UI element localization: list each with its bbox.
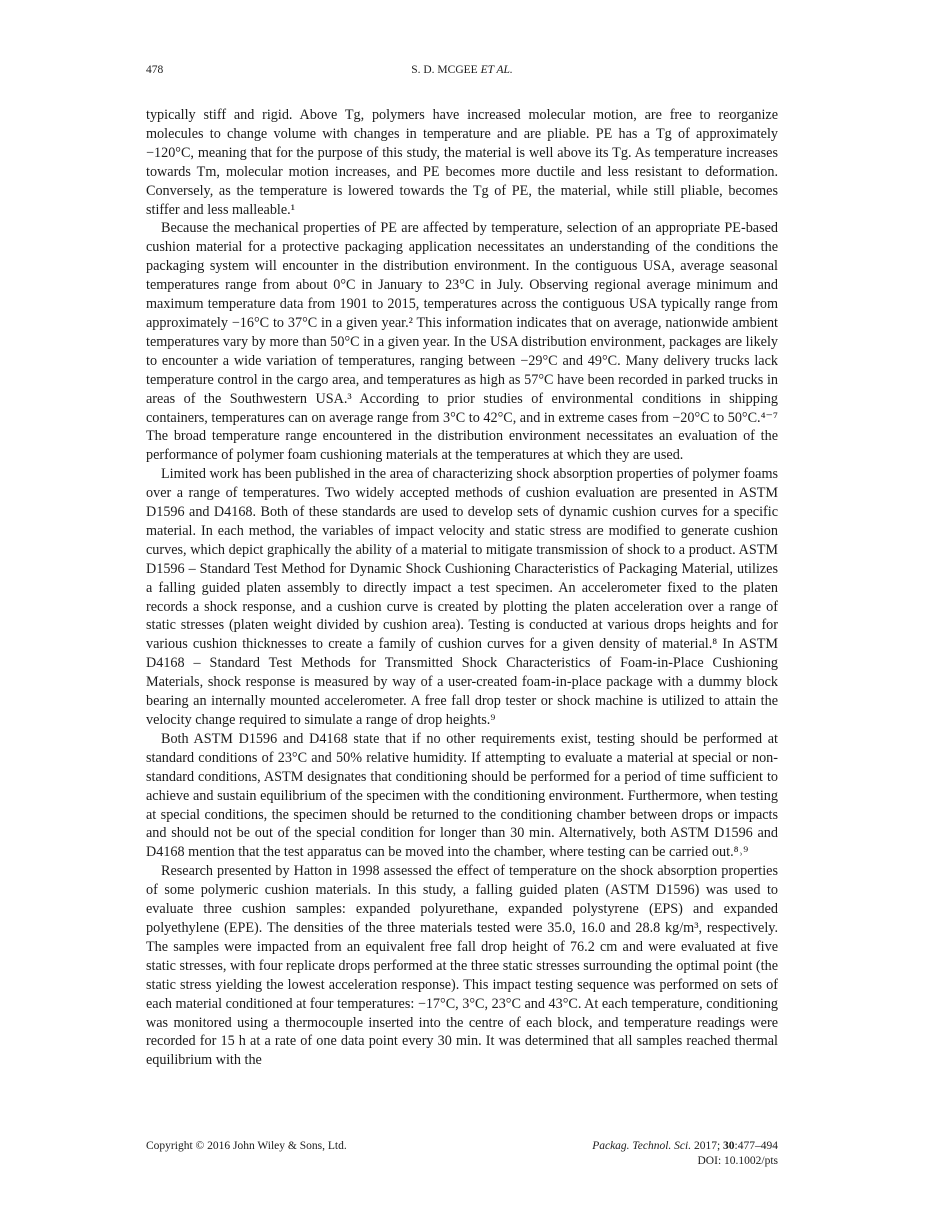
author-names: S. D. MCGEE: [411, 64, 481, 76]
copyright-notice: Copyright © 2016 John Wiley & Sons, Ltd.: [146, 1140, 347, 1152]
paragraph-test-conditions: Both ASTM D1596 and D4168 state that if no other requirements exist, testing should be performed at standard conditions of 23°C and 50% relative humidity. If attempting to evaluate a material at special or non-standard conditions, ASTM designates that conditioning should be performed for a period of time sufficient to achieve and sustain equilibrium of the specimen with the conditioning environment. Furthermore, when testing at special conditions, the specimen should be returned to the conditioning chamber between drops or impacts and should not be out of the special condition for longer than 30 min. Alternatively, both ASTM D1596 and D4168 mention that the test apparatus can be moved into the chamber, where testing can be carried out.⁸˒⁹: [146, 730, 778, 861]
paragraph-hatton-research: Research presented by Hatton in 1998 assessed the effect of temperature on the shock absorption properties of some polymeric cushion materials. In this study, a falling guided platen (ASTM D1596) was used to evaluate three cushion samples: expanded polyurethane, expanded polystyrene (EPS) and expanded polyethylene (EPE). The densities of the three materials tested were 35.0, 16.0 and 28.8 kg/m³, respectively. The samples were impacted from an equivalent free fall drop height of 76.2 cm and were evaluated at five static stresses, with four replicate drops performed at the three static stresses surrounding the optimal point (the static stress yielding the lowest acceleration response). This impact testing sequence was performed on sets of each material conditioned at four temperatures: −17°C, 3°C, 23°C and 43°C. At each temperature, conditioning was monitored using a thermocouple inserted into the centre of each block, and temperature readings were recorded for 15 h at a rate of one data point every 30 min. It was determined that all samples reached thermal equilibrium with the: [146, 863, 778, 1069]
doi: DOI: 10.1002/pts: [697, 1155, 778, 1167]
journal-pages: :477–494: [734, 1140, 778, 1152]
paragraph-continuation: typically stiff and rigid. Above Tg, polymers have increased molecular motion, are free to reorganize molecules to change volume with changes in temperature and are pliable. PE has a Tg of approximately −120°C, meaning that for the purpose of this study, the material is well above its Tg. As temperature increases towards Tm, molecular motion increases, and PE becomes more ductile and less resistant to deformation. Conversely, as the temperature is lowered towards the Tg of PE, the material, while still pliable, becomes stiffer and less malleable.¹: [146, 107, 778, 218]
journal-citation: [592, 1139, 778, 1169]
body-text: [146, 106, 778, 1070]
running-head: [146, 64, 778, 82]
journal-name: Packag. Technol. Sci.: [592, 1140, 692, 1152]
paragraph-temperature-range: Because the mechanical properties of PE are affected by temperature, selection of an appropriate PE-based cushion material for a protective packaging application necessitates an understanding of the conditions the packaging system will encounter in the distribution environment. In the contiguous USA, average seasonal temperatures range from about 0°C in January to 23°C in July. Observing regional average minimum and maximum temperature data from 1901 to 2015, temperatures across the contiguous USA typically range from approximately −16°C to 37°C in a given year.² This information indicates that on average, nationwide ambient temperatures vary by more than 50°C in a given year. In the USA distribution environment, packages are likely to encounter a wide variation of temperatures, ranging between −29°C and 49°C. Many delivery trucks lack temperature control in the cargo area, and temperatures as high as 57°C have been recorded in parked trucks in areas of the Southwestern USA.³ According to prior studies of environmental conditions in shipping containers, temperatures can on average range from 3°C to 42°C, and in extreme cases from −20°C to 50°C.⁴⁻⁷ The broad temperature range encountered in the distribution environment necessitates an evaluation of the performance of polymer foam cushioning materials at the temperatures at which they are used.: [146, 220, 778, 464]
et-al: ET AL.: [480, 64, 513, 76]
page-footer: [146, 1139, 778, 1175]
journal-year: 2017;: [691, 1140, 724, 1152]
journal-volume: 30: [723, 1140, 735, 1152]
citation-line: [592, 1139, 778, 1154]
running-head-authors: [146, 64, 778, 76]
paragraph-astm-methods: Limited work has been published in the area of characterizing shock absorption properties of polymer foams over a range of temperatures. Two widely accepted methods of cushion evaluation are presented in ASTM D1596 and D4168. Both of these standards are used to develop sets of dynamic cushion curves for a specific material. In each method, the variables of impact velocity and static stress are modified to generate cushion curves, which depict graphically the ability of a material to mitigate transmission of shock to a product. ASTM D1596 – Standard Test Method for Dynamic Shock Cushioning Characteristics of Packaging Material, utilizes a falling guided platen assembly to directly impact a test specimen. An accelerometer fixed to the platen records a shock response, and a cushion curve is created by plotting the platen acceleration over a range of static stresses (platen weight divided by cushion area). Testing is conducted at various drops heights and for various cushion thicknesses to create a family of cushion curves for a given density of material.⁸ In ASTM D4168 – Standard Test Methods for Transmitted Shock Characteristics of Foam-in-Place Cushioning Materials, shock response is measured by way of a user-created foam-in-place package with a dummy block bearing an internally mounted accelerometer. A free fall drop tester or shock machine is utilized to attain the velocity change required to simulate a range of drop heights.⁹: [146, 466, 778, 728]
page-number: 478: [146, 64, 164, 76]
